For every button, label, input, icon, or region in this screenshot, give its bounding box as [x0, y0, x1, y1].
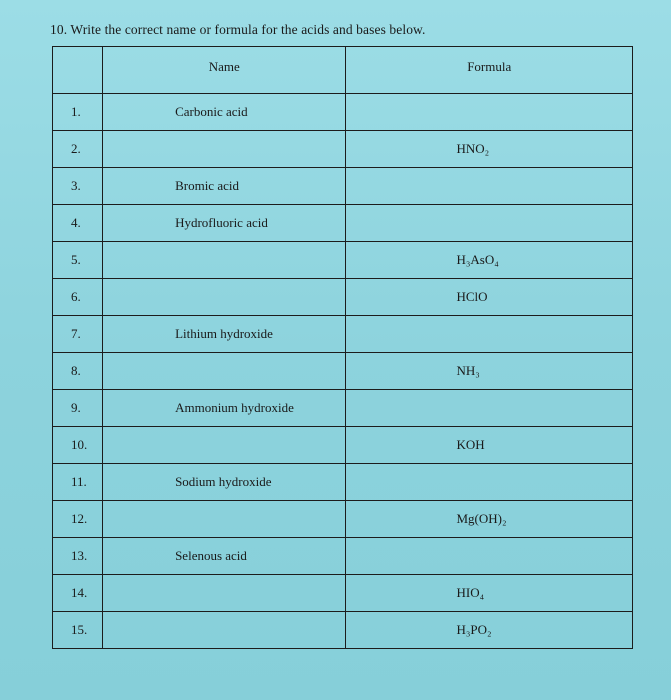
formula-cell[interactable]	[346, 612, 633, 649]
given-name-text: Bromic acid	[175, 178, 239, 193]
row-number: 15.	[53, 612, 103, 649]
row-number: 12.	[53, 501, 103, 538]
formula-cell[interactable]	[346, 131, 633, 168]
formula-cell[interactable]	[346, 353, 633, 390]
table-row	[53, 427, 633, 464]
name-cell[interactable]	[103, 612, 346, 649]
name-cell[interactable]	[103, 575, 346, 612]
formula-cell[interactable]	[346, 242, 633, 279]
number-column-header	[53, 47, 103, 94]
table-row	[53, 575, 633, 612]
formula-cell[interactable]	[346, 279, 633, 316]
table-body	[53, 94, 633, 649]
name-cell[interactable]	[103, 501, 346, 538]
name-cell[interactable]	[103, 168, 346, 205]
table-row	[53, 279, 633, 316]
table-row	[53, 538, 633, 575]
given-formula-text: H₃AsO₄	[456, 252, 499, 267]
given-name-text: Sodium hydroxide	[175, 474, 272, 489]
row-number: 6.	[53, 279, 103, 316]
row-number: 11.	[53, 464, 103, 501]
name-cell[interactable]	[103, 131, 346, 168]
row-number: 14.	[53, 575, 103, 612]
formula-column-header: Formula	[346, 47, 633, 94]
name-cell[interactable]	[103, 464, 346, 501]
formula-cell[interactable]	[346, 168, 633, 205]
name-cell[interactable]	[103, 390, 346, 427]
given-formula-text: NH₃	[456, 363, 480, 378]
name-cell[interactable]	[103, 538, 346, 575]
name-cell[interactable]	[103, 242, 346, 279]
row-number: 9.	[53, 390, 103, 427]
question-instruction: 10. Write the correct name or formula for the acids and bases below.	[50, 22, 426, 37]
table-row	[53, 94, 633, 131]
given-name-text: Selenous acid	[175, 548, 247, 563]
name-column-header: Name	[103, 47, 346, 94]
row-number: 1.	[53, 94, 103, 131]
table-row	[53, 612, 633, 649]
name-cell[interactable]	[103, 427, 346, 464]
formula-cell[interactable]	[346, 316, 633, 353]
given-name-text: Lithium hydroxide	[175, 326, 273, 341]
table-row	[53, 464, 633, 501]
row-number: 3.	[53, 168, 103, 205]
formula-cell[interactable]	[346, 538, 633, 575]
table-row	[53, 242, 633, 279]
acids-bases-table	[52, 46, 633, 649]
table-row	[53, 205, 633, 242]
name-cell[interactable]	[103, 279, 346, 316]
given-name-text: Hydrofluoric acid	[175, 215, 268, 230]
formula-cell[interactable]	[346, 390, 633, 427]
row-number: 4.	[53, 205, 103, 242]
row-number: 2.	[53, 131, 103, 168]
given-formula-text: HNO₂	[456, 141, 490, 156]
formula-cell[interactable]	[346, 501, 633, 538]
given-formula-text: HIO₄	[456, 585, 485, 600]
name-cell[interactable]	[103, 353, 346, 390]
given-formula-text: HClO	[456, 289, 488, 304]
given-formula-text: Mg(OH)₂	[456, 511, 507, 526]
name-cell[interactable]	[103, 94, 346, 131]
row-number: 7.	[53, 316, 103, 353]
formula-cell[interactable]	[346, 427, 633, 464]
row-number: 8.	[53, 353, 103, 390]
formula-cell[interactable]	[346, 575, 633, 612]
table-header-row	[53, 47, 633, 94]
row-number: 5.	[53, 242, 103, 279]
name-cell[interactable]	[103, 205, 346, 242]
row-number: 13.	[53, 538, 103, 575]
table-row	[53, 501, 633, 538]
given-name-text: Ammonium hydroxide	[175, 400, 294, 415]
row-number: 10.	[53, 427, 103, 464]
name-cell[interactable]	[103, 316, 346, 353]
given-name-text: Carbonic acid	[175, 104, 248, 119]
given-formula-text: H₃PO₂	[456, 622, 492, 637]
formula-cell[interactable]	[346, 205, 633, 242]
table-row	[53, 390, 633, 427]
formula-cell[interactable]	[346, 94, 633, 131]
formula-cell[interactable]	[346, 464, 633, 501]
table-row	[53, 131, 633, 168]
table-row	[53, 168, 633, 205]
given-formula-text: KOH	[456, 437, 485, 452]
table-row	[53, 316, 633, 353]
table-row	[53, 353, 633, 390]
